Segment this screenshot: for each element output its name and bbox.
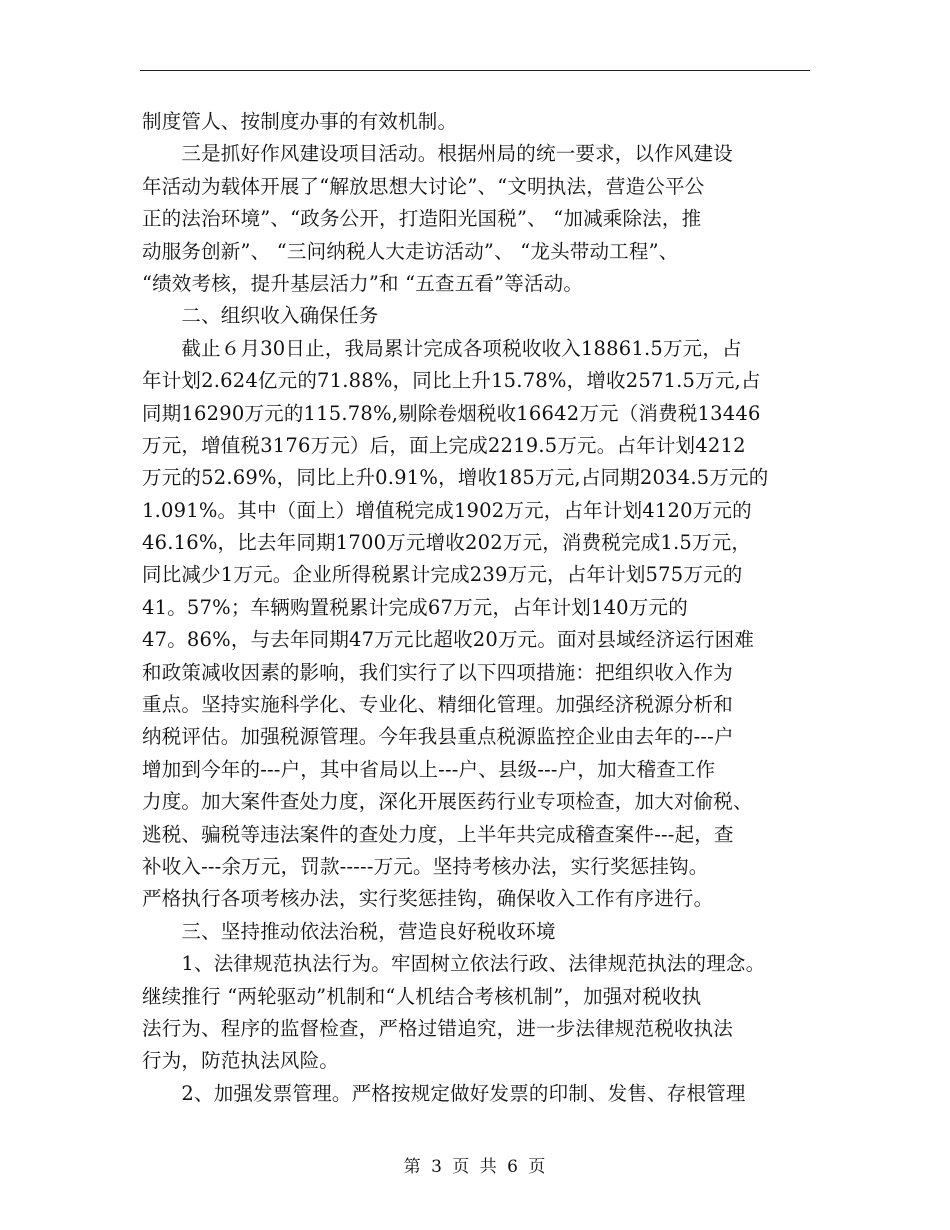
text-line: 截止６月30日止，我局累计完成各项税收收入18861.5万元，占 [142, 336, 742, 360]
text-line: 正的法治环境”、“政务公开，打造阳光国税”、 “加减乘除法，推 [142, 207, 702, 231]
text-line: 动服务创新”、 “三问纳税人大走访活动”、 “龙头带动工程”、 [142, 239, 679, 263]
text-line: 1.091%。其中（面上）增值税完成1902万元，占年计划4120万元的 [142, 498, 752, 522]
text-line: 继续推行 “两轮驱动”机制和“人机结合考核机制”，加强对税收执 [142, 984, 702, 1008]
text-line: 力度。加大案件查处力度，深化开展医药行业专项检查，加大对偷税、 [142, 790, 753, 814]
text-line: 制度管人、按制度办事的有效机制。 [142, 110, 458, 133]
text-line: 年计划2.624亿元的71.88%，同比上升15.78%，增收2571.5万元,占 [142, 369, 761, 393]
text-line: 重点。坚持实施科学化、专业化、精细化管理。加强经济税源分析和 [142, 693, 734, 717]
text-line: 同期16290万元的115.78%,剔除卷烟税收16642万元（消费税13446 [142, 401, 761, 425]
section-heading: 三、坚持推动依法治税，营造良好税收环境 [142, 919, 556, 943]
text-line: 46.16%，比去年同期1700万元增收202万元，消费税完成1.5万元， [142, 531, 752, 555]
text-line: 纳税评估。加强税源管理。今年我县重点税源监控企业由去年的---户 [142, 725, 734, 749]
text-line: 逃税、骗税等违法案件的查处力度，上半年共完成稽查案件---起，查 [142, 822, 734, 846]
text-line: 行为，防范执法风险。 [142, 1049, 340, 1073]
text-line: 47。86%，与去年同期47万元比超收20万元。面对县域经济运行困难 [142, 628, 755, 652]
section-heading: 二、组织收入确保任务 [142, 304, 379, 328]
text-line: 和政策减收因素的影响，我们实行了以下四项措施：把组织收入作为 [142, 660, 734, 684]
page-number-footer: 第 3 页 共 6 页 [403, 1157, 547, 1177]
text-line: 万元的52.69%，同比上升0.91%，增收185万元,占同期2034.5万元的 [142, 466, 769, 490]
text-line: 万元，增值税3176万元）后，面上完成2219.5万元。占年计划4212 [142, 433, 746, 457]
text-line: 41。57%；车辆购置税累计完成67万元，占年计划140万元的 [142, 595, 688, 619]
text-line: 年活动为载体开展了“解放思想大讨论”、“文明执法，营造公平公 [142, 174, 705, 198]
text-line: 三是抓好作风建设项目活动。根据州局的统一要求，以作风建设 [142, 142, 734, 166]
text-line: 2、加强发票管理。严格按规定做好发票的印制、发售、存根管理 [142, 1081, 746, 1105]
text-line: 补收入---余万元，罚款-----万元。坚持考核办法，实行奖惩挂钩。 [142, 854, 709, 878]
text-line: 同比减少1万元。企业所得税累计完成239万元，占年计划575万元的 [142, 563, 743, 587]
text-line: 1、法律规范执法行为。牢固树立依法行政、法律规范执法的理念。 [142, 952, 766, 976]
text-line: “绩效考核，提升基层活力”和 “五查五看”等活动。 [142, 271, 584, 295]
header-rule [140, 70, 810, 71]
text-line: 法行为、程序的监督检查，严格过错追究，进一步法律规范税收执法 [142, 1016, 734, 1040]
text-line: 增加到今年的---户，其中省局以上---户、县级---户，加大稽查工作 [142, 757, 716, 781]
document-body [142, 106, 822, 1110]
text-line: 严格执行各项考核办法，实行奖惩挂钩，确保收入工作有序进行。 [142, 887, 714, 911]
